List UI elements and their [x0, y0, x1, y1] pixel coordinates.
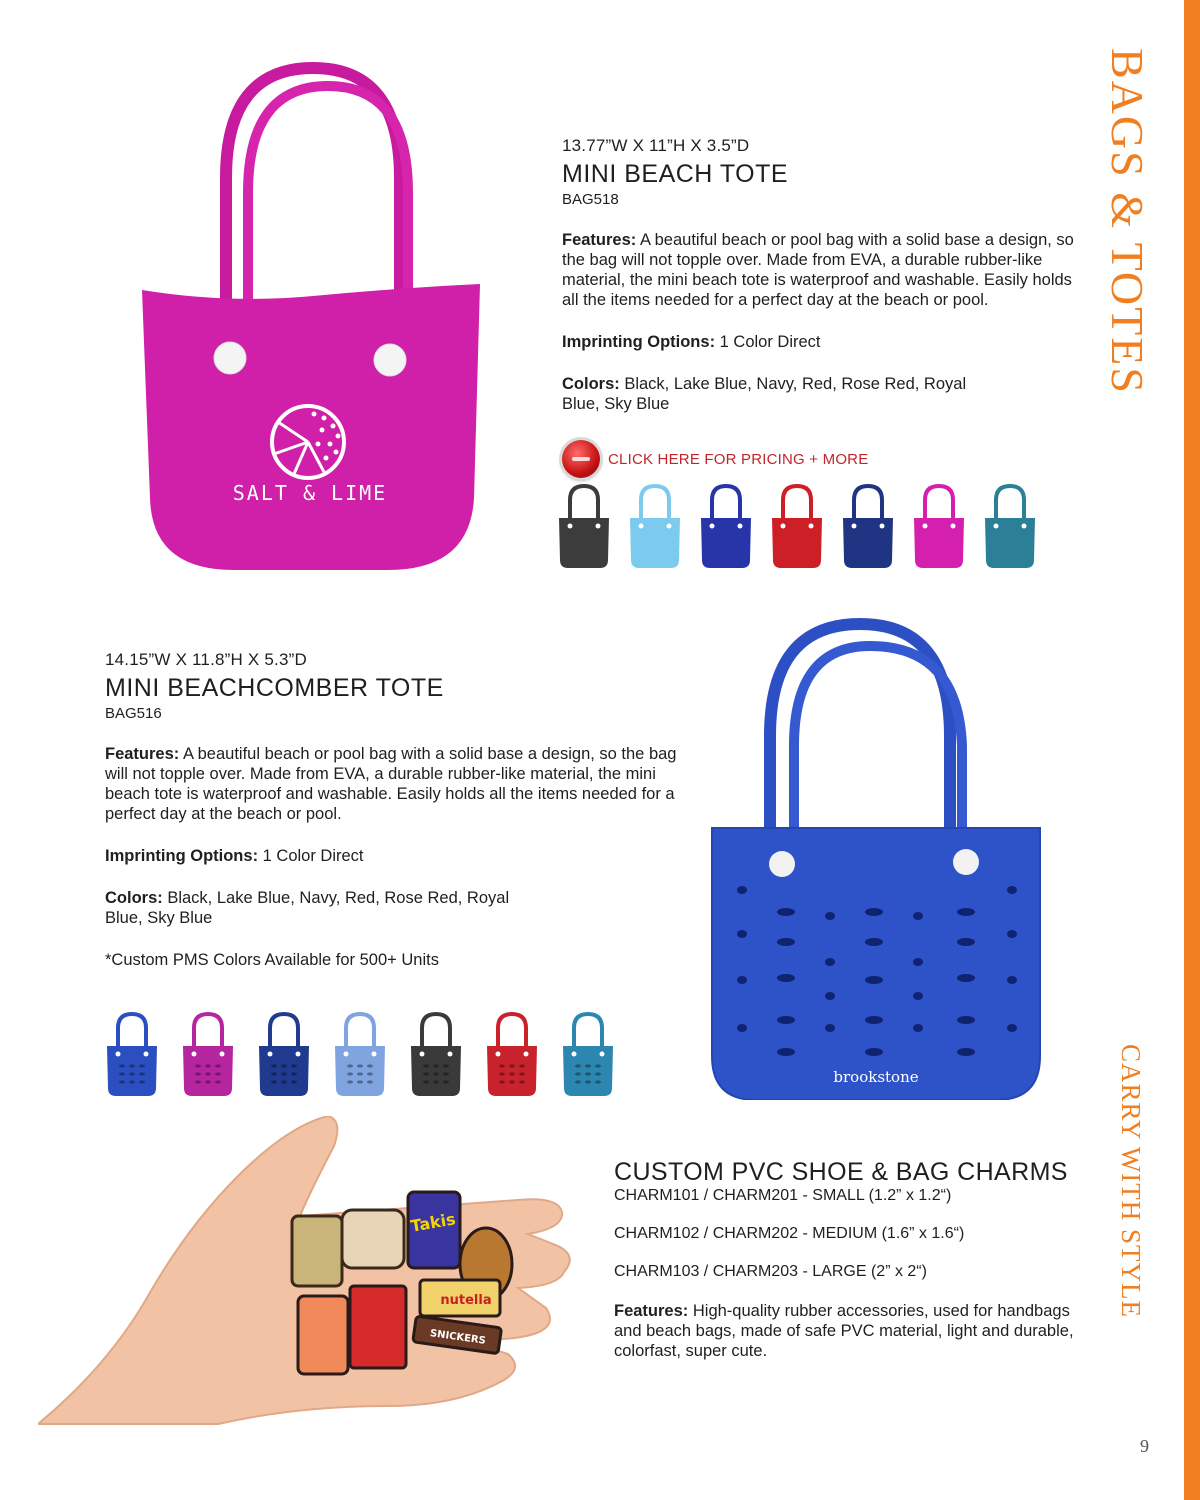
features-label: Features:: [105, 745, 180, 763]
color-swatch: [840, 482, 896, 572]
color-swatch: [556, 482, 612, 572]
svg-text:CARRY WITH STYLE: CARRY WITH STYLE: [1116, 1044, 1146, 1319]
pricing-link[interactable]: [562, 440, 868, 478]
product2-dimensions: 14.15”W X 11.8”H X 5.3”D: [105, 650, 307, 669]
red-button-icon[interactable]: [562, 440, 600, 478]
color-swatch: [911, 482, 967, 572]
mini-beach-tote-image: [138, 58, 488, 578]
product2-sku: BAG516: [105, 705, 162, 722]
features-text: A beautiful beach or pool bag with a solid base a design, so the bag will not topple over. Made from EVA, a durable rubber-like material, the mini beach tote is waterproof and washable. Easily holds all the items needed for a perfect day at the beach or pool.: [562, 231, 1074, 309]
charm-size-medium: CHARM102 / CHARM202 - MEDIUM (1.6” x 1.6“): [614, 1225, 965, 1242]
color-swatch: [769, 482, 825, 572]
colors-label: Colors:: [562, 375, 620, 393]
section-title-vertical: [1092, 48, 1172, 408]
product2-imprint: [105, 846, 685, 866]
pricing-link-text[interactable]: CLICK HERE FOR PRICING + MORE: [608, 450, 869, 468]
imprint-label: Imprinting Options:: [562, 333, 716, 351]
product1-dimensions: 13.77”W X 11”H X 3.5”D: [562, 136, 750, 155]
section-subtitle-vertical: [1104, 1040, 1164, 1340]
product2-features: [105, 744, 680, 824]
color-swatch: [256, 1010, 312, 1100]
color-swatch: [698, 482, 754, 572]
side-accent-bar: [1184, 0, 1200, 1500]
svg-text:SNICKERS: SNICKERS: [429, 1328, 487, 1347]
imprint-text: 1 Color Direct: [258, 847, 364, 865]
svg-text:nutella: nutella: [440, 1293, 492, 1308]
product1-sku: BAG518: [562, 191, 619, 208]
features-text: High-quality rubber accessories, used for handbags and beach bags, made of safe PVC material, light and durable, colorfast, super cute.: [614, 1302, 1074, 1360]
charms-title: CUSTOM PVC SHOE & BAG CHARMS: [614, 1158, 1068, 1186]
svg-text:SALT & LIME: SALT & LIME: [232, 481, 388, 505]
features-text: A beautiful beach or pool bag with a solid base a design, so the bag will not topple over. Made from EVA, a durable rubber-like material, the mini beach tote is waterproof and washable. Easily holds all the items needed for a perfect day at the beach or pool.: [105, 745, 677, 823]
colors-text: Black, Lake Blue, Navy, Red, Rose Red, Royal Blue, Sky Blue: [105, 889, 510, 927]
color-swatch: [180, 1010, 236, 1100]
product2-colors: [105, 888, 515, 928]
product2-custom-note: *Custom PMS Colors Available for 500+ Units: [105, 951, 439, 969]
color-swatch: [982, 482, 1038, 572]
product1-info: [562, 136, 1082, 414]
charms-features: [614, 1301, 1074, 1361]
charms-info: [614, 1158, 1084, 1361]
imprint-text: 1 Color Direct: [715, 333, 821, 351]
imprint-label: Imprinting Options:: [105, 847, 259, 865]
colors-text: Black, Lake Blue, Navy, Red, Rose Red, Royal Blue, Sky Blue: [562, 375, 967, 413]
color-swatch: [627, 482, 683, 572]
charm-size-large: CHARM103 / CHARM203 - LARGE (2” x 2“): [614, 1263, 927, 1280]
color-swatch: [560, 1010, 616, 1100]
color-swatch: [332, 1010, 388, 1100]
product1-colors: [562, 374, 982, 414]
colors-label: Colors:: [105, 889, 163, 907]
color-swatch: [484, 1010, 540, 1100]
svg-text:Takis: Takis: [409, 1209, 457, 1236]
product2-title: MINI BEACHCOMBER TOTE: [105, 674, 444, 702]
hand-with-charms-image: [38, 1116, 604, 1426]
mini-beachcomber-tote-image: [700, 616, 1050, 1100]
svg-text:BAGS & TOTES: BAGS & TOTES: [1102, 48, 1153, 395]
product2-color-swatches: [104, 1010, 624, 1102]
page-number: 9: [1140, 1436, 1149, 1456]
product2-info: [105, 650, 685, 970]
product1-imprint: [562, 332, 1082, 352]
product1-features: [562, 230, 1082, 310]
charm-size-small: CHARM101 / CHARM201 - SMALL (1.2” x 1.2“): [614, 1187, 952, 1204]
product1-title: MINI BEACH TOTE: [562, 160, 789, 188]
product1-color-swatches: [556, 482, 1056, 574]
svg-text:brookstone: brookstone: [833, 1068, 919, 1086]
color-swatch: [104, 1010, 160, 1100]
features-label: Features:: [614, 1302, 689, 1320]
features-label: Features:: [562, 231, 637, 249]
color-swatch: [408, 1010, 464, 1100]
